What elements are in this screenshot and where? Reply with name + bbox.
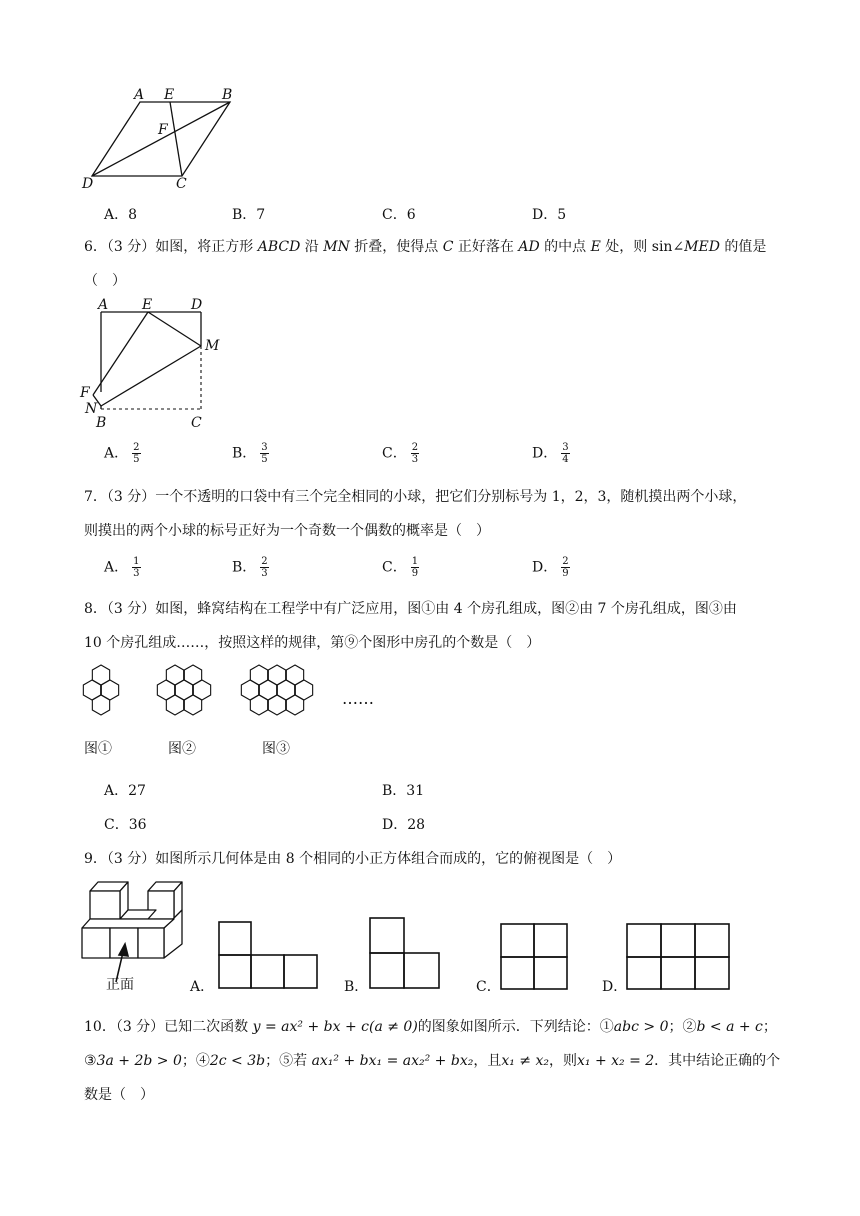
- q7-stem-line2: 则摸出的两个小球的标号正好为一个奇数一个偶数的概率是（ ）: [84, 523, 490, 539]
- q6-option-c[interactable]: C． $\frac{2}{3}$: [382, 442, 419, 465]
- q10-stem-line1: 10．（3 分）已知二次函数 y = ax² + bx + c(a ≠ 0)的图象如图所示．下列结论：①abc > 0；②b < a + c；: [84, 1019, 777, 1035]
- label-n: N: [85, 401, 98, 417]
- q7-option-b[interactable]: B． $\frac{2}{3}$: [232, 556, 268, 579]
- label-f: F: [80, 385, 90, 401]
- q5-parallelogram-figure: [80, 84, 250, 194]
- q9-option-a[interactable]: A．: [190, 979, 215, 995]
- q10-stem-line3: 数是（ ）: [84, 1087, 154, 1103]
- q7-stem-line1: 7．（3 分）一个不透明的口袋中有三个完全相同的小球，把它们分别标号为 1，2，3，随机摸出两个小球，: [84, 489, 747, 505]
- q9-option-c-top-view[interactable]: [499, 922, 571, 992]
- honeycomb-figure-3: [241, 665, 312, 715]
- q8-option-d[interactable]: D．28: [382, 817, 426, 833]
- q9-option-c[interactable]: C．: [476, 979, 501, 995]
- label-b: B: [96, 415, 107, 431]
- honeycomb-figure-2: [157, 665, 210, 715]
- q5-option-c[interactable]: C．6: [382, 207, 416, 223]
- q8-stem-line2: 10 个房孔组成……，按照这样的规律，第⑨个图形中房孔的个数是（ ）: [84, 635, 541, 651]
- label-d: D: [191, 297, 203, 313]
- honeycomb-figure-1: [83, 665, 118, 715]
- q5-option-a[interactable]: A．8: [104, 207, 138, 223]
- q6-option-d[interactable]: D． $\frac{3}{4}$: [532, 442, 569, 465]
- label-m: M: [205, 338, 220, 354]
- q6-stem-line1: 6．（3 分）如图，将正方形 ABCD 沿 MN 折叠，使得点 C 正好落在 AD 的中点 E 处，则 sin∠MED 的值是: [84, 239, 767, 255]
- q9-option-d[interactable]: D．: [602, 979, 628, 995]
- q7-option-c[interactable]: C． $\frac{1}{9}$: [382, 556, 419, 579]
- q8-stem-line1: 8．（3 分）如图，蜂窝结构在工程学中有广泛应用，图①由 4 个房孔组成，图②由 7 个房孔组成，图③由: [84, 601, 737, 617]
- q9-cube-solid-figure: [78, 878, 190, 990]
- q8-option-a[interactable]: A．27: [104, 783, 146, 799]
- q6-option-b[interactable]: B． $\frac{3}{5}$: [232, 442, 268, 465]
- label-b: B: [222, 87, 233, 103]
- q9-stem-line1: 9．（3 分）如图所示几何体是由 8 个相同的小正方体组合而成的，它的俯视图是（ ）: [84, 851, 622, 867]
- label-e: E: [142, 297, 153, 313]
- label-e: E: [164, 87, 175, 103]
- q8-option-c[interactable]: C．36: [104, 817, 147, 833]
- q9-front-label: 正面: [106, 977, 134, 993]
- q9-option-b[interactable]: B．: [344, 979, 369, 995]
- q7-option-d[interactable]: D． $\frac{2}{9}$: [532, 556, 569, 579]
- label-c: C: [191, 415, 202, 431]
- q8-honeycomb-figures: [70, 660, 400, 740]
- q9-option-d-top-view[interactable]: [625, 922, 733, 992]
- label-f: F: [158, 122, 168, 138]
- q9-option-a-top-view[interactable]: [217, 920, 321, 992]
- q8-caption-3: 图③: [262, 741, 290, 757]
- q6-stem-line2: （ ）: [84, 273, 126, 289]
- q5-option-b[interactable]: B．7: [232, 207, 266, 223]
- q5-option-d[interactable]: D．5: [532, 207, 567, 223]
- q8-caption-1: 图①: [84, 741, 112, 757]
- q7-option-a[interactable]: A． $\frac{1}{3}$: [104, 556, 140, 579]
- q8-ellipsis: ……: [342, 689, 374, 708]
- label-c: C: [176, 176, 187, 192]
- q9-option-b-top-view[interactable]: [368, 916, 442, 992]
- q6-square-fold-figure: [78, 296, 228, 432]
- q10-stem-line2: ③3a + 2b > 0；④2c < 3b；⑤若 ax₁² + bx₁ = ax₂² + bx₂，且x₁ ≠ x₂，则x₁ + x₂ = 2．其中结论正确的个: [84, 1053, 781, 1069]
- label-d: D: [82, 176, 94, 192]
- label-a: A: [134, 87, 145, 103]
- q8-caption-2: 图②: [168, 741, 196, 757]
- label-a: A: [98, 297, 109, 313]
- q8-option-b[interactable]: B．31: [382, 783, 425, 799]
- q6-option-a[interactable]: A． $\frac{2}{5}$: [104, 442, 140, 465]
